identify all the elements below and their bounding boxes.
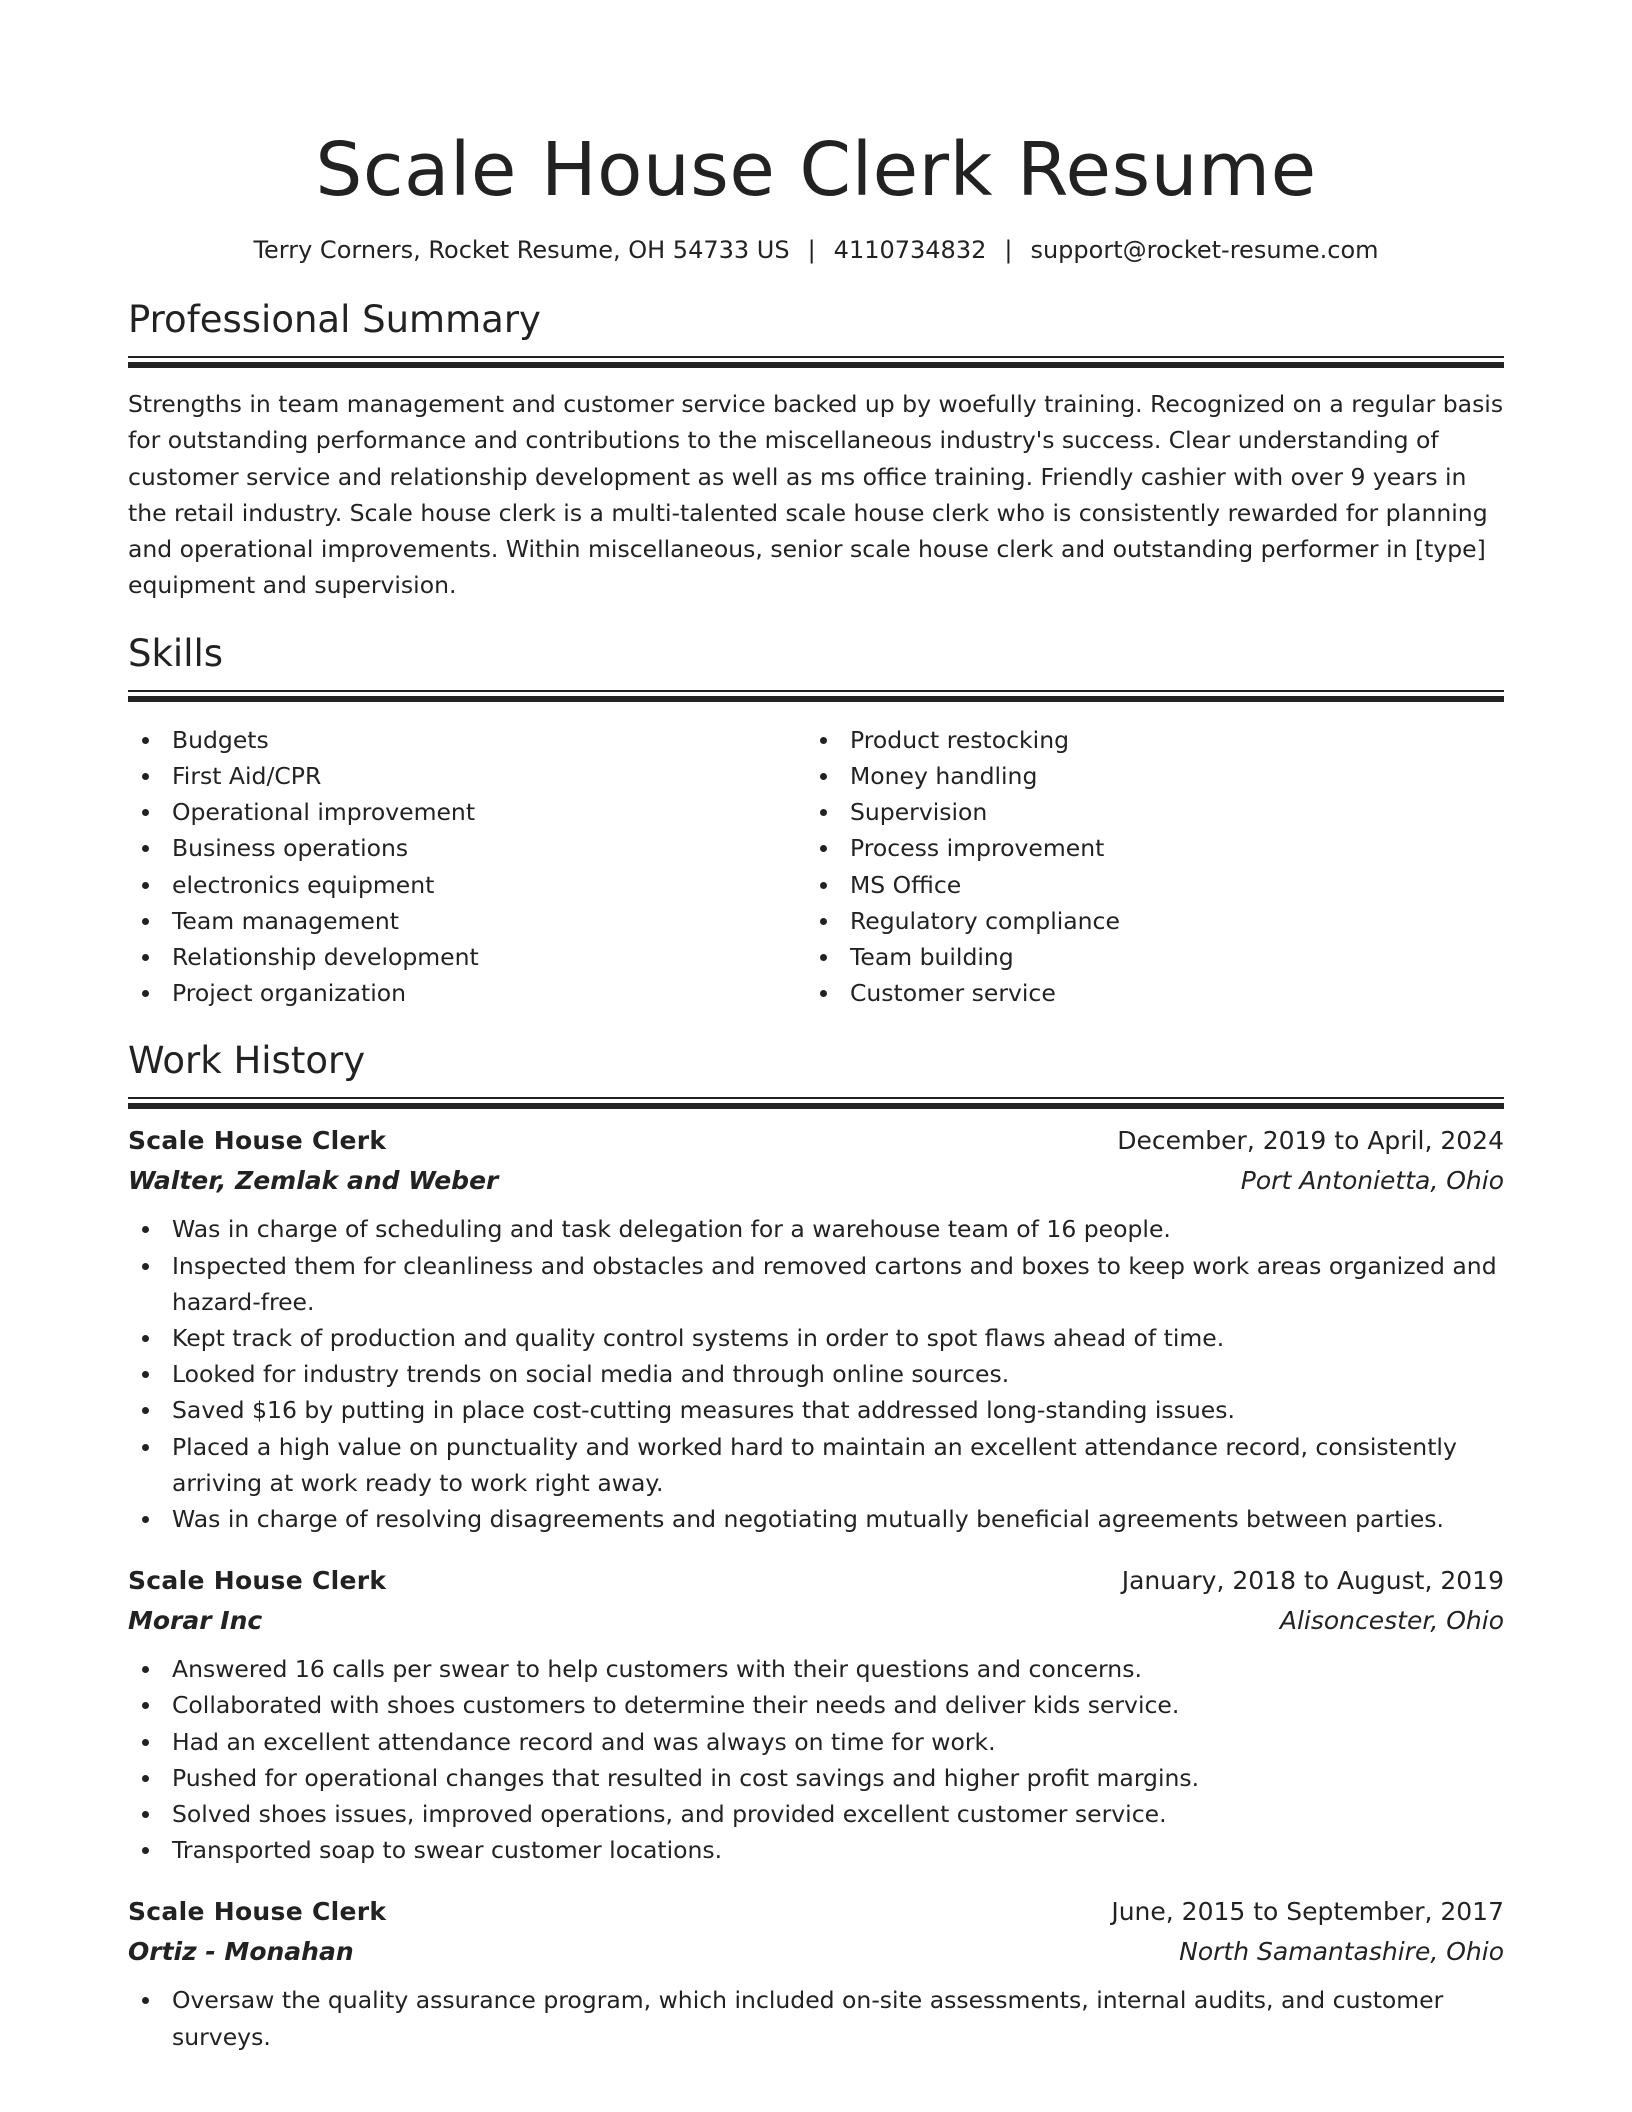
skill-item: Regulatory compliance [806, 903, 1484, 939]
resume-page [128, 0, 1504, 2055]
job-title: Scale House Clerk [128, 1566, 387, 1596]
skills-right-column [806, 722, 1484, 1012]
skill-item: Supervision [806, 794, 1484, 830]
skills-left-column [128, 722, 806, 1012]
work-heading: Work History [128, 1039, 366, 1083]
job-subheader [128, 1932, 1504, 1972]
skill-item: Business operations [128, 830, 806, 866]
job-bullet: Placed a high value on punctuality and worked hard to maintain an excellent attendance record, consistently arriving at work ready to work right away. [128, 1429, 1504, 1501]
contact-line [128, 234, 1504, 266]
skill-item: Project organization [128, 975, 806, 1011]
job-bullet: Was in charge of resolving disagreements and negotiating mutually beneficial agreements between parties. [128, 1501, 1504, 1537]
job-bullet: Answered 16 calls per swear to help customers with their questions and concerns. [128, 1651, 1504, 1687]
job-location: North Samantashire, Ohio [1179, 1937, 1504, 1967]
contact-separator: | [1004, 236, 1013, 264]
skill-item: Customer service [806, 975, 1484, 1011]
job-header [128, 1561, 1504, 1601]
skill-item: Process improvement [806, 830, 1484, 866]
job-subheader [128, 1161, 1504, 1201]
contact-separator: | [807, 236, 816, 264]
job-location: Port Antonietta, Ohio [1240, 1166, 1504, 1196]
job-bullet-list [128, 1651, 1504, 1868]
summary-section [128, 296, 1504, 604]
job-header [128, 1121, 1504, 1161]
job-bullet: Inspected them for cleanliness and obstacles and removed cartons and boxes to keep work areas organized and hazard-free. [128, 1248, 1504, 1320]
job-bullet: Looked for industry trends on social media and through online sources. [128, 1356, 1504, 1392]
skill-item: Product restocking [806, 722, 1484, 758]
job-header [128, 1892, 1504, 1932]
job-company: Walter, Zemlak and Weber [128, 1166, 499, 1196]
skill-item: Money handling [806, 758, 1484, 794]
contact-email: support@rocket-resume.com [1030, 236, 1379, 264]
job-bullet: Saved $16 by putting in place cost-cutting measures that addressed long-standing issues. [128, 1392, 1504, 1428]
job-entry [128, 1561, 1504, 1868]
job-bullet: Solved shoes issues, improved operations, and provided excellent customer service. [128, 1796, 1504, 1832]
skills-section [128, 630, 1504, 1012]
section-divider [128, 690, 1504, 692]
summary-heading: Professional Summary [128, 298, 541, 341]
job-bullet: Collaborated with shoes customers to determine their needs and deliver kids service. [128, 1687, 1504, 1723]
skill-item: Budgets [128, 722, 806, 758]
skill-item: MS Office [806, 867, 1484, 903]
skills-columns [128, 722, 1504, 1012]
skills-heading: Skills [128, 631, 224, 675]
resume-title: Scale House Clerk Resume [315, 127, 1317, 213]
summary-text: Strengths in team management and customer service backed up by woefully training. Recognized on a regular basis for outstanding performance and contributions to the miscellaneous industry's success. Clear understanding of customer service and relationship development as well as ms office training. Friendly cashier with over 9 years in the retail industry. Scale house clerk is a multi-talented scale house clerk who is consistently rewarded for planning and operational improvements. Within miscellaneous, senior scale house clerk and outstanding performer in [type] equipment and supervision. [128, 390, 1504, 600]
job-dates: June, 2015 to September, 2017 [1111, 1897, 1504, 1927]
job-company: Ortiz - Monahan [128, 1937, 354, 1967]
job-bullet: Transported soap to swear customer locations. [128, 1832, 1504, 1868]
job-bullet-list [128, 1211, 1504, 1537]
section-divider [128, 356, 1504, 358]
job-bullet: Had an excellent attendance record and was always on time for work. [128, 1724, 1504, 1760]
skill-item: Relationship development [128, 939, 806, 975]
job-bullet: Pushed for operational changes that resulted in cost savings and higher profit margins. [128, 1760, 1504, 1796]
job-bullet: Oversaw the quality assurance program, which included on-site assessments, internal audits, and customer surveys. [128, 1982, 1504, 2054]
job-bullet: Was in charge of scheduling and task delegation for a warehouse team of 16 people. [128, 1211, 1504, 1247]
job-dates: January, 2018 to August, 2019 [1121, 1566, 1504, 1596]
job-subheader [128, 1601, 1504, 1641]
skill-item: Team management [128, 903, 806, 939]
job-bullet-list [128, 1982, 1504, 2054]
job-location: Alisoncester, Ohio [1279, 1606, 1504, 1636]
skill-item: Team building [806, 939, 1484, 975]
job-dates: December, 2019 to April, 2024 [1117, 1126, 1504, 1156]
skill-item: First Aid/CPR [128, 758, 806, 794]
job-entry [128, 1121, 1504, 1537]
job-title: Scale House Clerk [128, 1126, 387, 1156]
work-history-list [128, 1121, 1504, 2054]
contact-address: Terry Corners, Rocket Resume, OH 54733 US [253, 236, 790, 264]
section-divider [128, 1097, 1504, 1099]
skill-item: electronics equipment [128, 867, 806, 903]
job-title: Scale House Clerk [128, 1897, 387, 1927]
contact-phone: 4110734832 [833, 236, 987, 264]
skill-item: Operational improvement [128, 794, 806, 830]
job-entry [128, 1892, 1504, 2054]
job-bullet: Kept track of production and quality control systems in order to spot flaws ahead of time. [128, 1320, 1504, 1356]
job-company: Morar Inc [128, 1606, 263, 1636]
work-section [128, 1037, 1504, 2054]
